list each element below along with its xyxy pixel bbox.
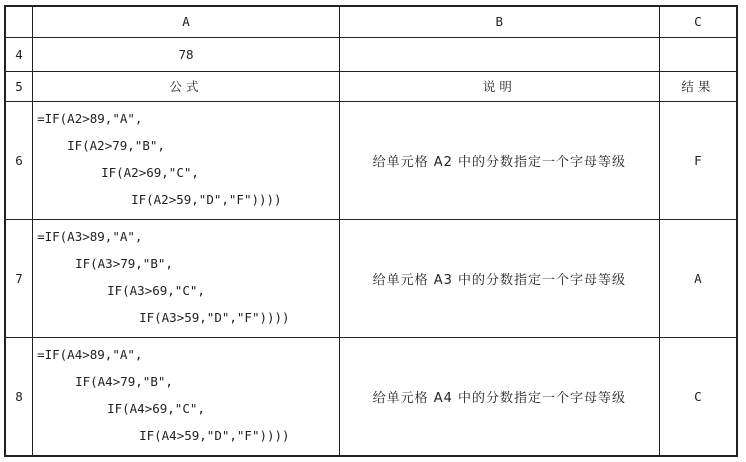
- column-header-a[interactable]: A: [33, 6, 340, 37]
- cell-a8-formula[interactable]: [33, 337, 340, 456]
- formula-line: IF(A2>69,"C",: [101, 164, 199, 180]
- formula-line: IF(A2>79,"B",: [67, 137, 165, 153]
- formula-line: IF(A3>69,"C",: [107, 282, 205, 298]
- cell-a5-formula-header[interactable]: 公式: [33, 71, 340, 101]
- cell-a4[interactable]: 78: [33, 37, 340, 71]
- select-all-corner[interactable]: [5, 6, 33, 37]
- formula-line: IF(A4>69,"C",: [107, 400, 205, 416]
- cell-c4[interactable]: [659, 37, 737, 71]
- row-header-4[interactable]: 4: [5, 37, 33, 71]
- cell-c7-result[interactable]: A: [659, 219, 737, 337]
- formula-line: IF(A4>79,"B",: [75, 373, 173, 389]
- row-header-5[interactable]: 5: [5, 71, 33, 101]
- sheet-row-7: [5, 219, 737, 337]
- cell-c5-result-header[interactable]: 结果: [659, 71, 737, 101]
- sheet-row-8: [5, 337, 737, 456]
- row-header-7[interactable]: 7: [5, 219, 33, 337]
- cell-c8-result[interactable]: C: [659, 337, 737, 456]
- row-header-8[interactable]: 8: [5, 337, 33, 456]
- formula-line: IF(A3>79,"B",: [75, 255, 173, 271]
- formula-line: IF(A2>59,"D","F")))): [131, 191, 282, 207]
- formula-line: IF(A3>59,"D","F")))): [139, 309, 290, 325]
- spreadsheet-grid: [4, 5, 738, 457]
- column-header-c[interactable]: C: [659, 6, 737, 37]
- cell-a7-formula[interactable]: [33, 219, 340, 337]
- sheet-row-6: [5, 101, 737, 219]
- row-header-6[interactable]: 6: [5, 101, 33, 219]
- formula-line: =IF(A3>89,"A",: [37, 228, 143, 244]
- cell-c6-result[interactable]: F: [659, 101, 737, 219]
- formula-line: =IF(A2>89,"A",: [37, 110, 143, 126]
- formula-line: =IF(A4>89,"A",: [37, 346, 143, 362]
- formula-line: IF(A4>59,"D","F")))): [139, 427, 290, 443]
- cell-b8-description[interactable]: 给单元格 A4 中的分数指定一个字母等级: [339, 337, 659, 456]
- cell-b6-description[interactable]: 给单元格 A2 中的分数指定一个字母等级: [339, 101, 659, 219]
- column-header-b[interactable]: B: [339, 6, 659, 37]
- cell-b7-description[interactable]: 给单元格 A3 中的分数指定一个字母等级: [339, 219, 659, 337]
- cell-a6-formula[interactable]: [33, 101, 340, 219]
- cell-b4[interactable]: [339, 37, 659, 71]
- sheet-row-5: [5, 71, 737, 101]
- column-header-row: [5, 6, 737, 37]
- cell-b5-description-header[interactable]: 说明: [339, 71, 659, 101]
- sheet-row-4: [5, 37, 737, 71]
